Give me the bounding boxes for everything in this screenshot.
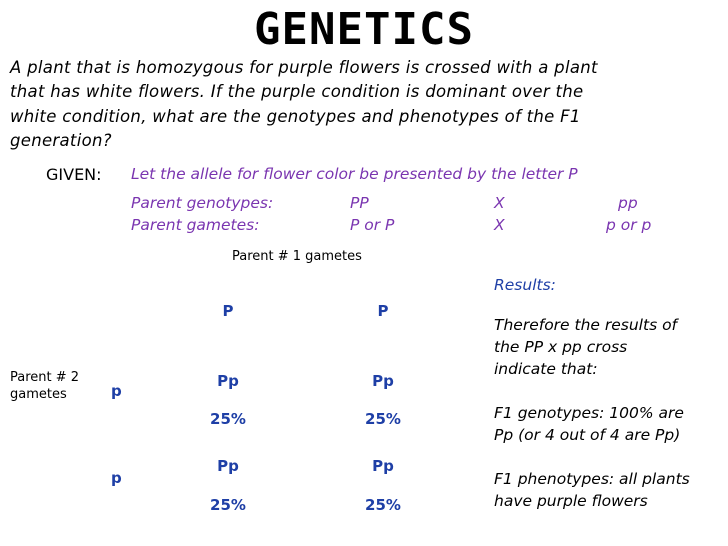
results-line-9: have purple flowers: [494, 492, 648, 510]
given-label: GIVEN:: [46, 165, 102, 184]
cell-2-2-genotype: Pp: [372, 457, 394, 475]
results-panel: [494, 274, 724, 512]
cell-2-1-percent: 25%: [210, 496, 246, 514]
results-line-3: indicate that:: [494, 360, 598, 378]
cell-1-1-percent: 25%: [210, 410, 246, 428]
results-line-8: F1 phenotypes: all plants: [494, 470, 690, 488]
parent1-gamete-2: P: [377, 302, 389, 320]
question-line-3: white condition, what are the genotypes and phenotypes of the F1: [10, 107, 581, 126]
genotypes-parent1: PP: [350, 194, 369, 212]
cell-1-2-percent: 25%: [365, 410, 401, 428]
genotypes-parent2: pp: [618, 194, 638, 212]
gametes-parent2: p or p: [606, 216, 652, 234]
results-spacer-2: [494, 446, 724, 468]
page-title: GENETICS: [254, 4, 474, 55]
question-line-2: that has white flowers. If the purple condition is dominant over the: [10, 82, 584, 101]
allele-statement: Let the allele for flower color be presented by the letter P: [131, 165, 578, 183]
question-line-1: A plant that is homozygous for purple flowers is crossed with a plant: [10, 58, 598, 77]
parent2-gamete-1: p: [111, 382, 122, 400]
results-title: Results:: [494, 276, 556, 294]
parent2-gametes-label-line1: Parent # 2: [10, 370, 80, 385]
cell-1-1-genotype: Pp: [217, 372, 239, 390]
parent2-gametes-label-line2: gametes: [10, 387, 67, 402]
gametes-label: Parent gametes:: [131, 216, 260, 234]
genotypes-label: Parent genotypes:: [131, 194, 274, 212]
cell-2-2-percent: 25%: [365, 496, 401, 514]
parent2-gamete-2: p: [111, 469, 122, 487]
results-line-6: Pp (or 4 out of 4 are Pp): [494, 426, 681, 444]
cell-2-1-genotype: Pp: [217, 457, 239, 475]
results-line-2: the PP x pp cross: [494, 338, 628, 356]
gametes-parent1: P or P: [350, 216, 395, 234]
results-spacer-1: [494, 380, 724, 402]
parent1-gametes-label: Parent # 1 gametes: [232, 249, 362, 264]
results-line-5: F1 genotypes: 100% are: [494, 404, 684, 422]
parent1-gamete-1: P: [222, 302, 234, 320]
results-line-1: Therefore the results of: [494, 316, 678, 334]
genotypes-cross-x: X: [494, 194, 505, 212]
cell-1-2-genotype: Pp: [372, 372, 394, 390]
gametes-cross-x: X: [494, 216, 505, 234]
question-line-4: generation?: [10, 131, 112, 150]
